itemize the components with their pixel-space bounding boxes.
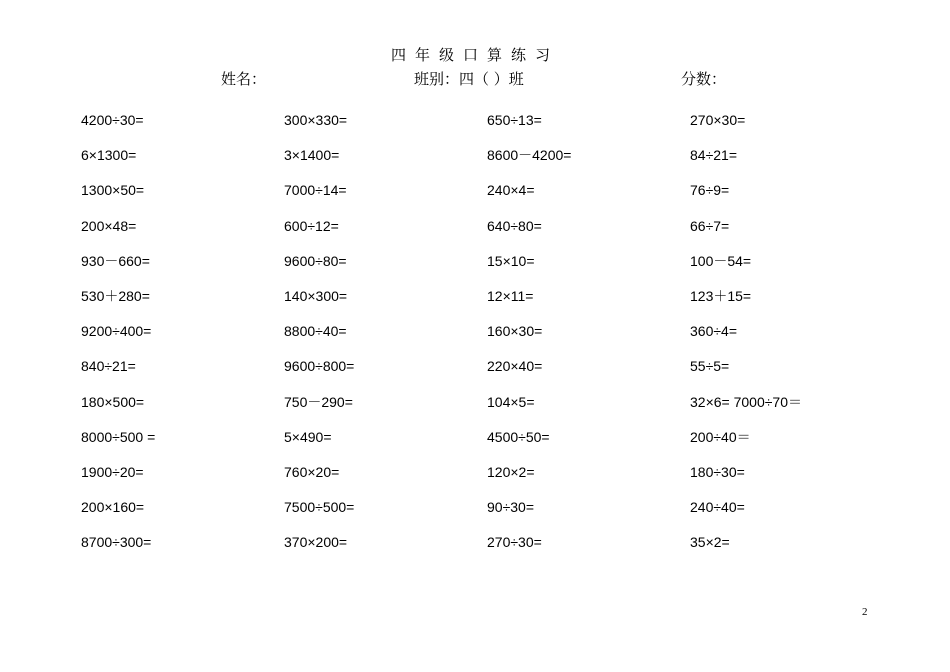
problem-item: 360÷4= xyxy=(690,323,738,340)
problem-item: 270×30= xyxy=(690,112,746,128)
problem-item: 84÷21= xyxy=(690,147,738,164)
problem-item: 15×10= xyxy=(487,252,535,269)
problem-grid xyxy=(81,109,880,566)
problem-item: 8000÷500 = xyxy=(81,428,156,445)
problem-item: 5×490= xyxy=(284,428,332,445)
problem-item: 4200÷30= xyxy=(81,112,144,128)
problem-item: 9200÷400= xyxy=(81,323,152,340)
problem-item: 650÷13= xyxy=(487,112,542,128)
problem-item: 76÷9= xyxy=(690,182,730,199)
problem-item: 66÷7= xyxy=(690,217,730,234)
problem-item: 7000÷14= xyxy=(284,182,347,199)
page-number: 2 xyxy=(862,606,868,618)
problem-item: 8600－4200= xyxy=(487,147,572,164)
problem-item: 1900÷20= xyxy=(81,463,144,480)
problem-item: 270÷30= xyxy=(487,534,542,551)
problem-item: 200÷40＝ xyxy=(690,428,751,445)
problem-item: 8700÷300= xyxy=(81,534,152,551)
problem-item: 32×6= 7000÷70＝ xyxy=(690,393,802,410)
problem-item: 8800÷40= xyxy=(284,323,347,340)
problem-item: 840÷21= xyxy=(81,358,136,375)
problem-item: 530＋280= xyxy=(81,287,150,304)
problem-item: 1300×50= xyxy=(81,182,145,199)
problem-item: 240÷40= xyxy=(690,499,745,516)
class-label: 班别：四（ ）班 xyxy=(414,70,524,88)
problem-item: 750－290= xyxy=(284,393,353,410)
problem-item: 100－54= xyxy=(690,252,752,269)
problem-item: 600÷12= xyxy=(284,217,339,234)
problem-item: 120×2= xyxy=(487,463,535,480)
page-title: 四年级口算练习 xyxy=(390,46,559,64)
problem-item: 160×30= xyxy=(487,323,543,340)
problem-item: 55÷5= xyxy=(690,358,730,375)
problem-item: 300×330= xyxy=(284,112,348,128)
problem-item: 90÷30= xyxy=(487,499,535,516)
problem-item: 123＋15= xyxy=(690,287,752,304)
problem-item: 640÷80= xyxy=(487,217,542,234)
problem-item: 35×2= xyxy=(690,534,730,551)
problem-item: 140×300= xyxy=(284,287,348,304)
problem-item: 930－660= xyxy=(81,252,150,269)
score-label: 分数： xyxy=(681,70,727,88)
problem-item: 4500÷50= xyxy=(487,428,550,445)
problem-item: 200×48= xyxy=(81,217,137,234)
problem-item: 200×160= xyxy=(81,499,145,516)
problem-item: 180÷30= xyxy=(690,463,745,480)
problem-item: 370×200= xyxy=(284,534,348,551)
problem-item: 104×5= xyxy=(487,393,535,410)
problem-item: 9600÷80= xyxy=(284,252,347,269)
problem-item: 6×1300= xyxy=(81,147,137,164)
problem-item: 240×4= xyxy=(487,182,535,199)
problem-item: 220×40= xyxy=(487,358,543,375)
problem-item: 3×1400= xyxy=(284,147,340,164)
problem-item: 760×20= xyxy=(284,463,340,480)
name-label: 姓名： xyxy=(221,70,267,88)
problem-item: 12×11= xyxy=(487,287,534,304)
problem-item: 180×500= xyxy=(81,393,145,410)
problem-item: 9600÷800= xyxy=(284,358,355,375)
problem-item: 7500÷500= xyxy=(284,499,355,516)
